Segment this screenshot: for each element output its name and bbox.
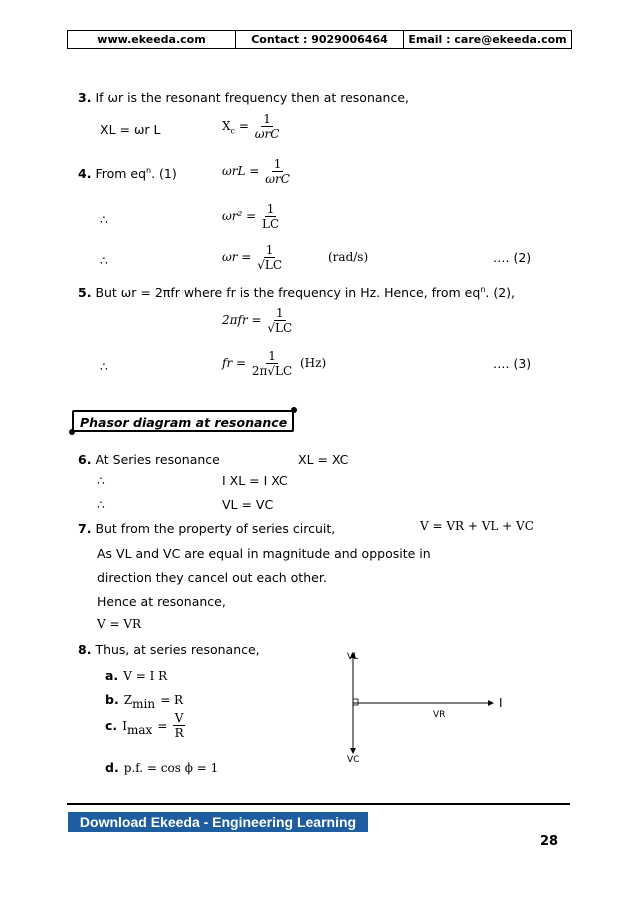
right-angle-mark <box>353 699 358 705</box>
q4-eq1-numerator: 1 <box>273 157 282 171</box>
vl-label: VL <box>347 652 359 662</box>
q3-line <box>78 90 409 105</box>
q4-eq3-unit: (rad/s) <box>328 250 369 264</box>
q6-eq3: VL = VC <box>222 497 274 512</box>
page-header <box>67 30 572 49</box>
q5-eq1-numerator: 1 <box>275 306 284 320</box>
q3-xl-equation: XL = ωr L <box>100 122 161 137</box>
header-contact: Contact : 9029006464 <box>235 31 403 48</box>
q8-b-label: b. <box>105 692 119 707</box>
q7-text: But from the property of series circuit, <box>95 521 336 536</box>
q5-eq1-denominator: √LC <box>267 321 293 335</box>
q4-eq3 <box>222 243 284 272</box>
q4-eq1-denominator: ωrC <box>265 172 290 186</box>
download-app-banner[interactable]: Download Ekeeda - Engineering Learning App <box>68 812 368 832</box>
q5-eq2-reference: …. (3) <box>493 356 532 371</box>
q5-eq2-fraction <box>250 349 294 378</box>
q8-b-rhs: = R <box>160 693 184 707</box>
q4-eq3-denominator: √LC <box>257 258 283 272</box>
q5-text: But ωr = 2πfr where fr is the frequency in Hz. Hence, from eq <box>95 285 481 301</box>
q8-c-fraction <box>173 711 186 740</box>
q5-eq1-fraction <box>265 306 294 335</box>
q5-line <box>78 285 515 300</box>
q7-line-4: Hence at resonance, <box>97 594 226 609</box>
q8-d-equation: p.f. = cos ϕ = 1 <box>123 761 219 775</box>
q4-text-sup: n <box>146 166 152 175</box>
q4-eq1-fraction <box>263 157 292 186</box>
q7-result: V = VR <box>97 617 142 631</box>
q7-line-2: As VL and VC are equal in magnitude and opposite in <box>97 546 431 561</box>
q4-eq1 <box>222 157 292 186</box>
q7-vector-equation: V = VR + VL + VC <box>420 519 534 533</box>
q6-eq2: I XL = I XC <box>222 473 288 488</box>
q4-therefore-2: ∴ <box>100 253 108 268</box>
q4-eq2-denominator: LC <box>262 217 280 231</box>
q5-eq1 <box>222 306 294 335</box>
q5-eq2 <box>222 349 294 378</box>
q6-therefore-2: ∴ <box>97 497 105 512</box>
q5-number: 5. <box>78 285 92 301</box>
q8-item-b <box>105 689 183 711</box>
q3-xc-equation: $X_c$ = $\frac{1}{\text{ωrC}}$ <box>222 112 280 141</box>
q4-text-post: . (1) <box>151 166 177 182</box>
header-website: www.ekeeda.com <box>97 33 206 46</box>
page-number: 28 <box>540 834 559 849</box>
q8-item-a <box>105 665 167 684</box>
q8-item-c: c. $I_{max}$ = $\frac{V}{R}$ <box>105 711 184 740</box>
q5-eq2-unit: (Hz) <box>300 356 327 370</box>
q3-xc-subscript: c <box>230 126 236 136</box>
q5-eq1-lhs: 2πfr = <box>222 313 262 327</box>
q5-text-post: . (2), <box>485 285 516 301</box>
q4-eq1-lhs: ωrL = <box>222 164 260 178</box>
q6-eq1: XL = XC <box>298 452 349 467</box>
q4-eq2 <box>222 202 281 231</box>
q5-eq2-denominator: 2π√LC <box>251 364 293 378</box>
q3-text: If ωr is the resonant frequency then at resonance, <box>95 90 409 105</box>
q8-b-subscript: min <box>132 697 156 712</box>
q8-a-equation: V = I R <box>123 669 168 683</box>
q8-c-numerator: V <box>174 711 184 725</box>
q4-eq3-fraction <box>255 243 284 272</box>
q7-number: 7. <box>78 521 92 536</box>
q6-number: 6. <box>78 452 92 467</box>
q8-text: Thus, at series resonance, <box>95 642 260 657</box>
q4-eq2-numerator: 1 <box>266 202 275 216</box>
q8-item-d <box>105 757 218 776</box>
phasor-diagram <box>335 645 515 770</box>
q4-text: From eq <box>95 166 147 182</box>
q7-line-3: direction they cancel out each other. <box>97 570 327 585</box>
q4-eq3-lhs: ωr = <box>222 250 252 264</box>
q3-xc-denominator: ωrC <box>254 127 280 141</box>
section-heading-phasor: Phasor diagram at resonance <box>72 410 294 432</box>
vr-label: VR <box>433 710 446 720</box>
q4-eq2-lhs: ωr² = <box>222 209 257 223</box>
q7-line <box>78 521 335 536</box>
q8-d-label: d. <box>105 760 119 775</box>
q4-therefore-1: ∴ <box>100 212 108 227</box>
q8-number: 8. <box>78 642 92 657</box>
q3-xc-fraction <box>253 112 282 141</box>
q3-number: 3. <box>78 90 92 105</box>
q8-b-lhs: Z <box>123 693 133 707</box>
q4-line <box>78 166 177 181</box>
i-label: I <box>499 696 503 710</box>
footer-divider <box>67 803 570 805</box>
q5-eq2-lhs: fr = <box>222 356 247 370</box>
q6-line <box>78 452 220 467</box>
q6-therefore-1: ∴ <box>97 473 105 488</box>
q4-eq3-numerator: 1 <box>265 243 274 257</box>
q5-therefore: ∴ <box>100 359 108 374</box>
q3-xc-numerator: 1 <box>263 112 271 126</box>
q8-c-subscript: max <box>127 723 153 738</box>
q5-text-sup: n <box>480 285 486 294</box>
vc-label: VC <box>347 755 360 765</box>
q8-a-label: a. <box>105 668 119 683</box>
q8-line <box>78 642 260 657</box>
q8-c-lhs: I <box>122 719 128 733</box>
q3-xc-symbol: X <box>222 119 231 133</box>
q8-c-label: c. <box>105 718 118 733</box>
q4-eq2-fraction <box>260 202 281 231</box>
q5-eq2-numerator: 1 <box>268 349 276 363</box>
header-email: Email : care@ekeeda.com <box>403 31 571 48</box>
q6-text: At Series resonance <box>95 452 220 467</box>
q4-eq3-reference: …. (2) <box>493 250 532 265</box>
q8-c-denominator: R <box>174 726 184 740</box>
q4-number: 4. <box>78 166 92 182</box>
